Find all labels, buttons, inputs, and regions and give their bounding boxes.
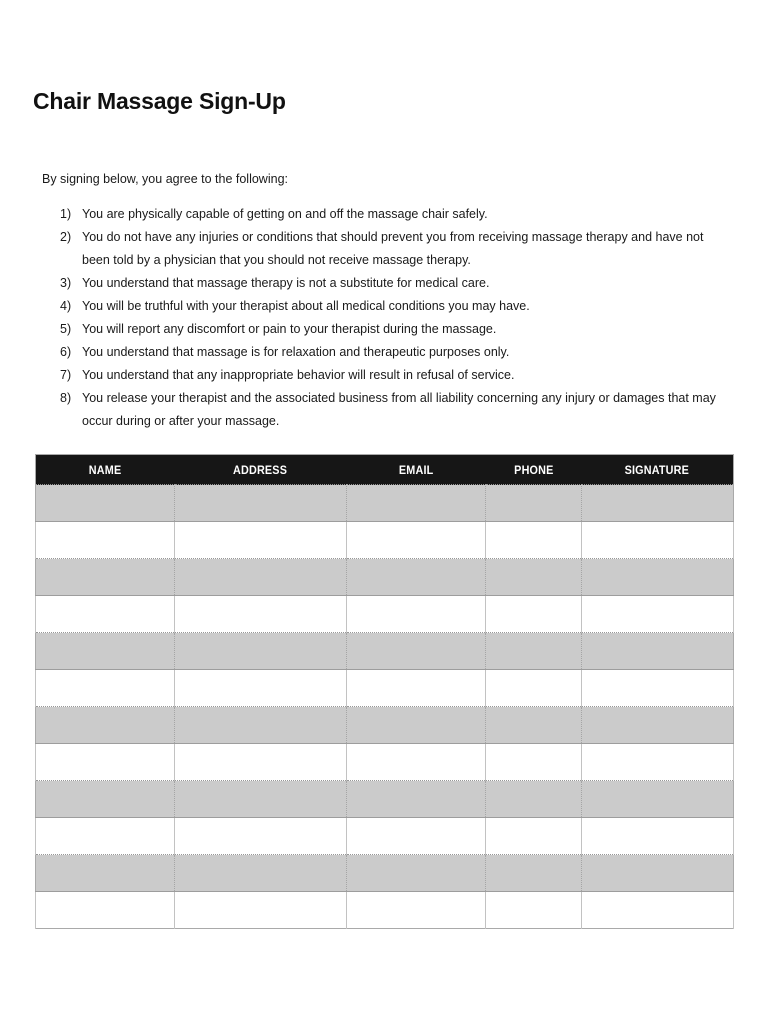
agreement-list bbox=[60, 203, 733, 433]
item-number: 2) bbox=[60, 230, 72, 244]
column-header-address: ADDRESS bbox=[175, 455, 347, 485]
cell-phone[interactable] bbox=[486, 559, 582, 596]
cell-signature[interactable] bbox=[582, 596, 734, 633]
cell-email[interactable] bbox=[347, 781, 486, 818]
cell-name[interactable] bbox=[36, 633, 175, 670]
cell-address[interactable] bbox=[175, 485, 347, 522]
table-row bbox=[36, 818, 734, 855]
cell-name[interactable] bbox=[36, 892, 175, 929]
table-row bbox=[36, 855, 734, 892]
cell-signature[interactable] bbox=[582, 485, 734, 522]
cell-phone[interactable] bbox=[486, 522, 582, 559]
column-header-email: EMAIL bbox=[347, 455, 486, 485]
table-row bbox=[36, 596, 734, 633]
table-row bbox=[36, 633, 734, 670]
cell-email[interactable] bbox=[347, 892, 486, 929]
column-header-phone: PHONE bbox=[486, 455, 582, 485]
cell-phone[interactable] bbox=[486, 855, 582, 892]
cell-signature[interactable] bbox=[582, 855, 734, 892]
cell-phone[interactable] bbox=[486, 707, 582, 744]
cell-name[interactable] bbox=[36, 744, 175, 781]
cell-name[interactable] bbox=[36, 818, 175, 855]
cell-address[interactable] bbox=[175, 522, 347, 559]
cell-name[interactable] bbox=[36, 596, 175, 633]
cell-email[interactable] bbox=[347, 596, 486, 633]
cell-address[interactable] bbox=[175, 892, 347, 929]
agreement-item bbox=[60, 226, 733, 272]
cell-email[interactable] bbox=[347, 670, 486, 707]
cell-name[interactable] bbox=[36, 855, 175, 892]
table-row bbox=[36, 744, 734, 781]
table-row bbox=[36, 522, 734, 559]
column-header-signature: SIGNATURE bbox=[582, 455, 734, 485]
item-text: You do not have any injuries or conditions that should prevent you from receiving massage therapy and have not been told by a physician that you should not receive massage therapy. bbox=[82, 230, 704, 267]
cell-phone[interactable] bbox=[486, 670, 582, 707]
table-row bbox=[36, 485, 734, 522]
cell-address[interactable] bbox=[175, 818, 347, 855]
cell-phone[interactable] bbox=[486, 596, 582, 633]
cell-address[interactable] bbox=[175, 670, 347, 707]
item-text: You are physically capable of getting on and off the massage chair safely. bbox=[82, 207, 488, 221]
agreement-item bbox=[60, 272, 733, 295]
item-text: You understand that massage therapy is not a substitute for medical care. bbox=[82, 276, 490, 290]
item-number: 6) bbox=[60, 345, 72, 359]
cell-signature[interactable] bbox=[582, 892, 734, 929]
table-row bbox=[36, 781, 734, 818]
item-number: 8) bbox=[60, 391, 72, 405]
cell-phone[interactable] bbox=[486, 633, 582, 670]
item-text: You release your therapist and the associated business from all liability concerning any injury or damages that may occur during or after your massage. bbox=[82, 391, 716, 428]
agreement-item bbox=[60, 318, 733, 341]
table-row bbox=[36, 559, 734, 596]
cell-phone[interactable] bbox=[486, 744, 582, 781]
cell-email[interactable] bbox=[347, 855, 486, 892]
cell-email[interactable] bbox=[347, 818, 486, 855]
cell-name[interactable] bbox=[36, 559, 175, 596]
cell-address[interactable] bbox=[175, 781, 347, 818]
cell-address[interactable] bbox=[175, 707, 347, 744]
agreement-item bbox=[60, 203, 733, 226]
item-number: 5) bbox=[60, 322, 72, 336]
table-header-row bbox=[36, 455, 734, 485]
cell-signature[interactable] bbox=[582, 744, 734, 781]
page-title: Chair Massage Sign-Up bbox=[33, 88, 286, 114]
cell-name[interactable] bbox=[36, 485, 175, 522]
agreement-item bbox=[60, 295, 733, 318]
cell-email[interactable] bbox=[347, 707, 486, 744]
cell-signature[interactable] bbox=[582, 818, 734, 855]
table-body bbox=[36, 485, 734, 929]
cell-address[interactable] bbox=[175, 596, 347, 633]
cell-signature[interactable] bbox=[582, 670, 734, 707]
cell-name[interactable] bbox=[36, 707, 175, 744]
cell-signature[interactable] bbox=[582, 633, 734, 670]
cell-signature[interactable] bbox=[582, 707, 734, 744]
cell-name[interactable] bbox=[36, 670, 175, 707]
item-number: 7) bbox=[60, 368, 72, 382]
cell-address[interactable] bbox=[175, 855, 347, 892]
cell-address[interactable] bbox=[175, 744, 347, 781]
item-text: You will report any discomfort or pain to your therapist during the massage. bbox=[82, 322, 497, 336]
table-row bbox=[36, 670, 734, 707]
agreement-item bbox=[60, 341, 733, 364]
agreement-item bbox=[60, 387, 733, 433]
cell-signature[interactable] bbox=[582, 522, 734, 559]
item-number: 4) bbox=[60, 299, 72, 313]
item-number: 1) bbox=[60, 207, 72, 221]
item-text: You understand that any inappropriate behavior will result in refusal of service. bbox=[82, 368, 515, 382]
cell-name[interactable] bbox=[36, 781, 175, 818]
cell-email[interactable] bbox=[347, 485, 486, 522]
item-number: 3) bbox=[60, 276, 72, 290]
intro-text: By signing below, you agree to the following: bbox=[42, 172, 288, 186]
cell-phone[interactable] bbox=[486, 485, 582, 522]
agreement-item bbox=[60, 364, 733, 387]
column-header-name: NAME bbox=[36, 455, 175, 485]
cell-email[interactable] bbox=[347, 522, 486, 559]
cell-phone[interactable] bbox=[486, 781, 582, 818]
item-text: You understand that massage is for relaxation and therapeutic purposes only. bbox=[82, 345, 510, 359]
table-row bbox=[36, 892, 734, 929]
cell-phone[interactable] bbox=[486, 818, 582, 855]
item-text: You will be truthful with your therapist about all medical conditions you may have. bbox=[82, 299, 530, 313]
cell-signature[interactable] bbox=[582, 559, 734, 596]
table-row bbox=[36, 707, 734, 744]
cell-name[interactable] bbox=[36, 522, 175, 559]
cell-address[interactable] bbox=[175, 633, 347, 670]
cell-signature[interactable] bbox=[582, 781, 734, 818]
signup-table bbox=[35, 454, 734, 929]
cell-email[interactable] bbox=[347, 633, 486, 670]
cell-phone[interactable] bbox=[486, 892, 582, 929]
cell-email[interactable] bbox=[347, 559, 486, 596]
cell-email[interactable] bbox=[347, 744, 486, 781]
cell-address[interactable] bbox=[175, 559, 347, 596]
